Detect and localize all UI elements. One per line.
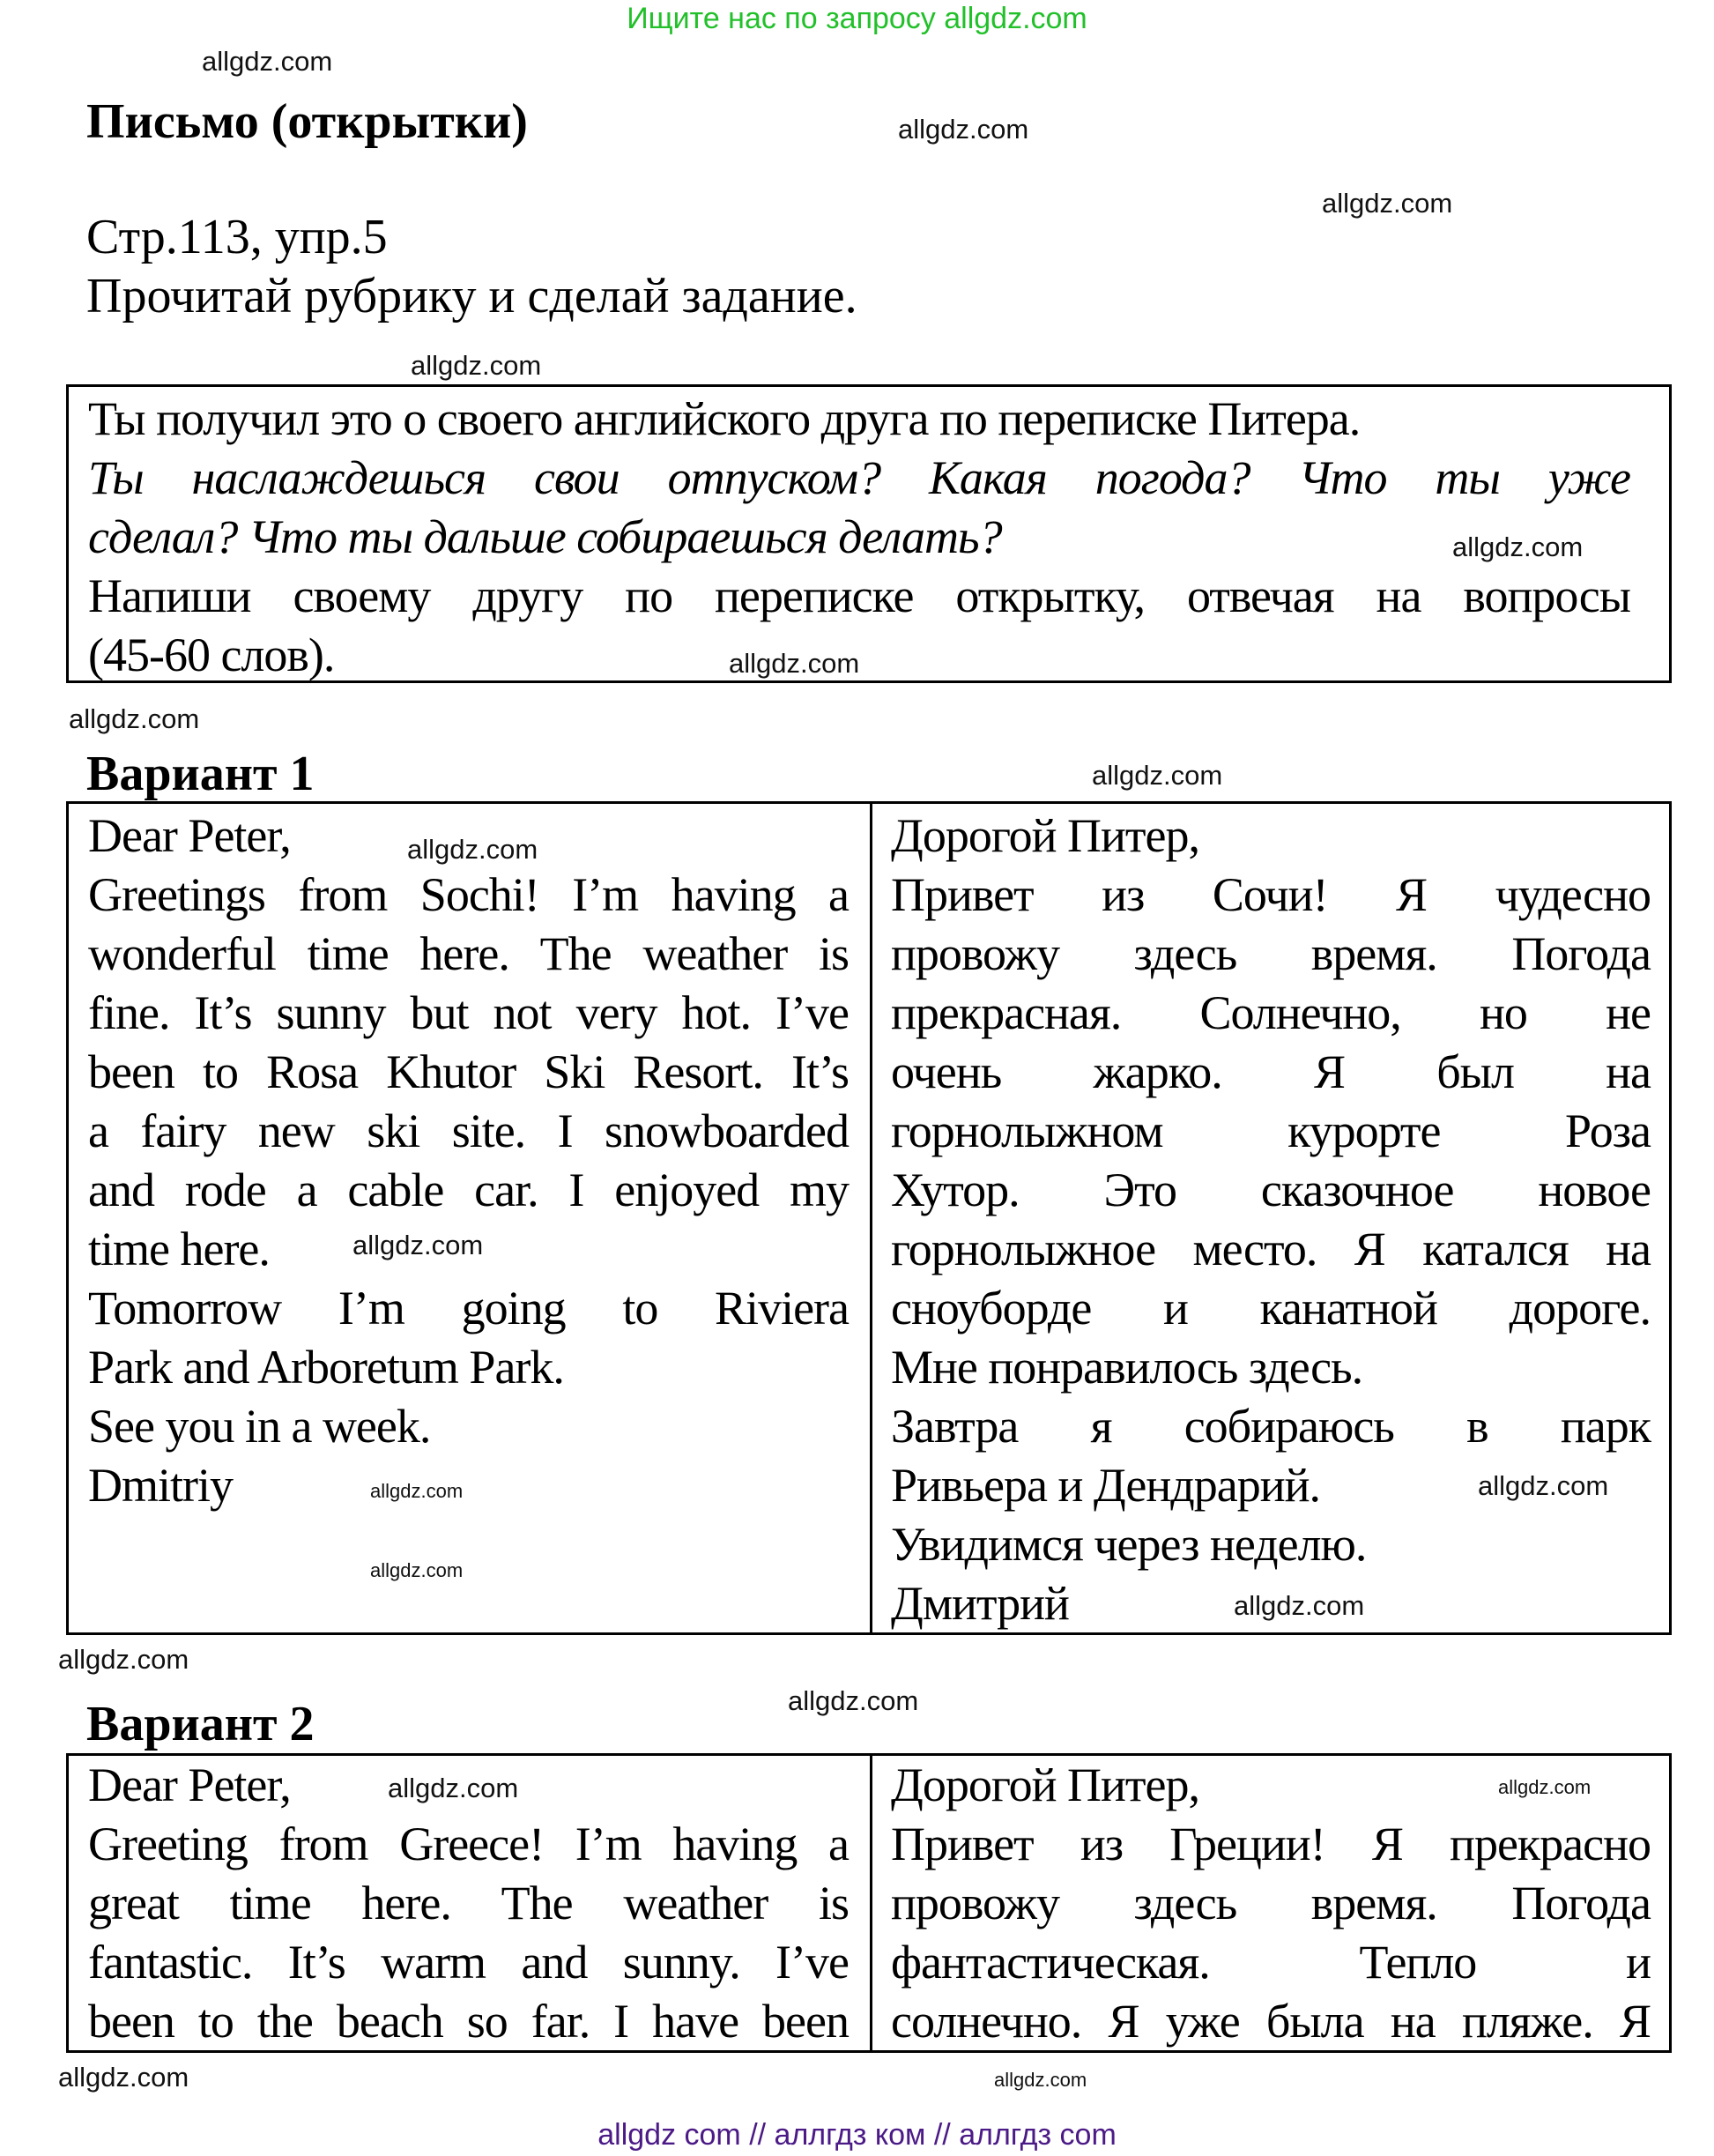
variant-1-heading: Вариант 1 [86, 747, 315, 801]
watermark: allgdz.com [58, 2062, 189, 2093]
watermark: allgdz.com [1452, 532, 1584, 562]
watermark: allgdz.com [1092, 760, 1223, 791]
russian-line: Дорогой Питер, [891, 1758, 1199, 1811]
russian-line: прекрасная. Солнечно, но не [891, 986, 1651, 1039]
watermark: allgdz.com [388, 1773, 519, 1803]
russian-line: Дорогой Питер, [891, 809, 1199, 862]
english-line: See you in a week. [88, 1400, 431, 1453]
watermark: allgdz.com [1322, 188, 1453, 219]
watermark: allgdz.com [898, 114, 1029, 145]
variant-2-table [66, 1753, 1672, 2053]
watermark: allgdz.com [407, 834, 538, 865]
russian-line: сноуборде и канатной дороге. [891, 1282, 1651, 1334]
russian-line: Привет из Греции! Я прекрасно [891, 1818, 1651, 1870]
russian-line: провожу здесь время. Погода [891, 927, 1651, 980]
russian-line: очень жарко. Я был на [891, 1045, 1651, 1098]
task-line: Ты наслаждешься свои отпуском? Какая погода? Что ты уже [88, 451, 1630, 504]
watermark: allgdz.com [1498, 1776, 1592, 1798]
russian-line: солнечно. Я уже была на пляже. Я [891, 1995, 1651, 2048]
task-line: Напиши своему другу по переписке открытку, отвечая на вопросы [88, 569, 1630, 622]
russian-line: Завтра я собираюсь в парк [891, 1400, 1651, 1453]
watermark: allgdz.com [411, 350, 542, 381]
english-line: wonderful time here. The weather is [88, 927, 849, 980]
english-line: Greetings from Sochi! I’m having a [88, 868, 849, 921]
variant-2-heading: Вариант 2 [86, 1697, 315, 1751]
english-line: a fairy new ski site. I snowboarded [88, 1104, 849, 1157]
english-line: and rode a cable car. I enjoyed my [88, 1163, 849, 1216]
watermark: allgdz.com [58, 1644, 189, 1675]
russian-line: фантастическая. Тепло и [891, 1936, 1651, 1989]
russian-line: горнолыжном курорте Роза [891, 1104, 1651, 1157]
english-line: fine. It’s sunny but not very hot. I’ve [88, 986, 849, 1039]
watermark: allgdz.com [1234, 1590, 1365, 1621]
russian-line: Увидимся через неделю. [891, 1518, 1367, 1571]
watermark: allgdz.com [370, 1559, 464, 1581]
watermark: allgdz.com [69, 703, 200, 734]
english-text [88, 807, 849, 1515]
watermark: allgdz.com [994, 2069, 1087, 2091]
watermark: allgdz.com [202, 46, 333, 77]
russian-line: Хутор. Это сказочное новое [891, 1163, 1651, 1216]
russian-text [891, 807, 1651, 1633]
russian-line: Ривьера и Дендрарий. [891, 1459, 1320, 1512]
page-title: Письмо (открытки) [86, 94, 528, 149]
page-reference: Стр.113, упр.5 [86, 210, 388, 264]
column-divider [870, 1756, 872, 2050]
watermark: allgdz.com [370, 1480, 464, 1502]
english-line: been to Rosa Khutor Ski Resort. It’s [88, 1045, 849, 1098]
english-line: time here. [88, 1223, 270, 1275]
english-line: Dmitriy [88, 1459, 233, 1512]
russian-line: Мне понравилось здесь. [891, 1341, 1363, 1394]
variant-1-table [66, 801, 1672, 1635]
russian-text [891, 1756, 1651, 2051]
watermark: allgdz.com [788, 1685, 919, 1716]
english-line: Dear Peter, [88, 809, 291, 862]
english-line: Park and Arboretum Park. [88, 1341, 564, 1394]
english-line: great time here. The weather is [88, 1877, 849, 1929]
russian-line: Дмитрий [891, 1577, 1069, 1630]
column-divider [870, 804, 872, 1632]
footer-banner: allgdz com // аллгдз ком // аллгдз com [597, 2118, 1117, 2152]
watermark: allgdz.com [1478, 1470, 1609, 1501]
english-line: Dear Peter, [88, 1758, 291, 1811]
task-line: (45-60 слов). [88, 628, 335, 681]
task-box [66, 384, 1672, 683]
task-text [88, 390, 1630, 685]
watermark: allgdz.com [729, 648, 860, 679]
russian-line: горнолыжное место. Я катался на [891, 1223, 1651, 1275]
watermark: allgdz.com [352, 1230, 484, 1260]
english-line: fantastic. It’s warm and sunny. I’ve [88, 1936, 849, 1989]
english-line: Tomorrow I’m going to Riviera [88, 1282, 849, 1334]
search-banner: Ищите нас по запросу allgdz.com [627, 2, 1087, 35]
english-line: been to the beach so far. I have been [88, 1995, 849, 2048]
task-line: Ты получил это о своего английского друга по переписке Питера. [88, 392, 1361, 445]
task-line: сделал? Что ты дальше собираешься делать? [88, 510, 1002, 563]
russian-line: Привет из Сочи! Я чудесно [891, 868, 1651, 921]
english-line: Greeting from Greece! I’m having a [88, 1818, 849, 1870]
russian-line: провожу здесь время. Погода [891, 1877, 1651, 1929]
instruction: Прочитай рубрику и сделай задание. [86, 269, 857, 323]
